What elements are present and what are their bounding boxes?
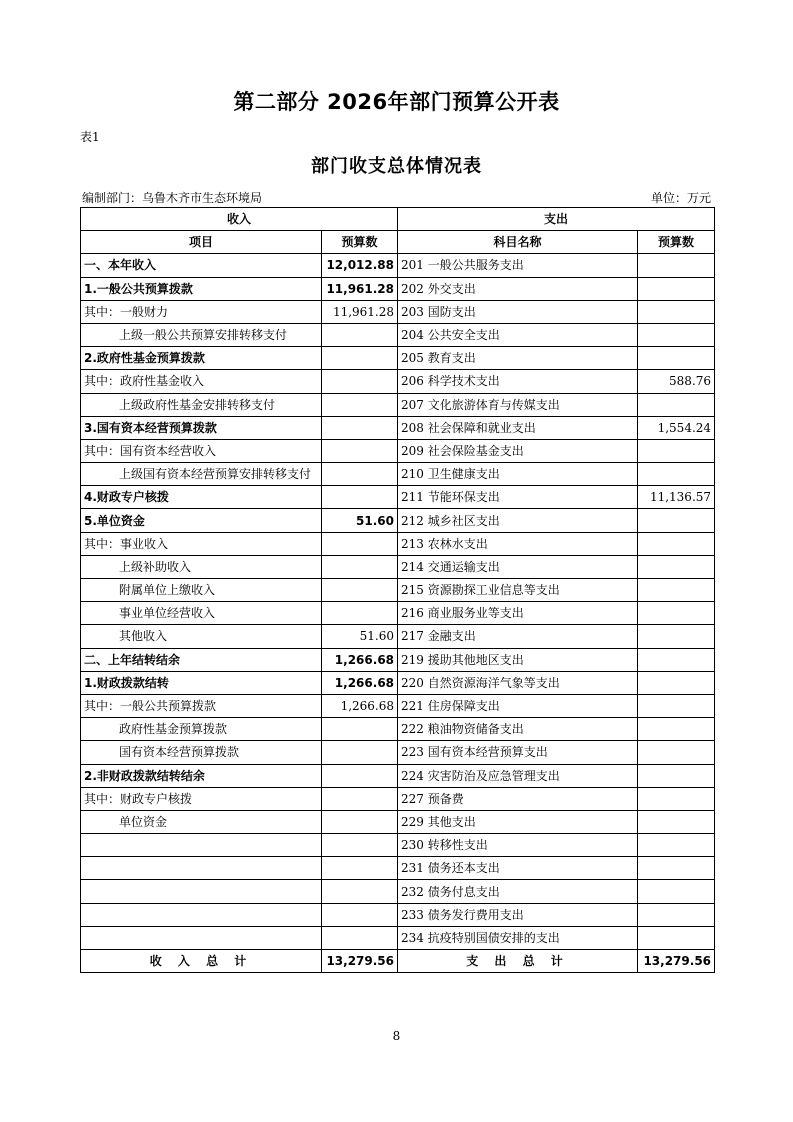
expense-subject: 201 一般公共服务支出 bbox=[398, 254, 638, 277]
table-row bbox=[81, 625, 715, 648]
income-amount bbox=[322, 439, 398, 462]
income-amount bbox=[322, 416, 398, 439]
expense-amount: 11,136.57 bbox=[638, 486, 715, 509]
expense-subject: 229 其他支出 bbox=[398, 810, 638, 833]
table-row bbox=[81, 579, 715, 602]
income-item: 政府性基金预算拨款 bbox=[81, 718, 322, 741]
expense-subject: 234 抗疫特别国债安排的支出 bbox=[398, 926, 638, 949]
income-item: 其中：一般财力 bbox=[81, 300, 322, 323]
expense-subject: 212 城乡社区支出 bbox=[398, 509, 638, 532]
expense-subject: 205 教育支出 bbox=[398, 347, 638, 370]
income-item: 事业单位经营收入 bbox=[81, 602, 322, 625]
table-row bbox=[81, 300, 715, 323]
income-item: 其中：财政专户核拨 bbox=[81, 787, 322, 810]
expense-amount bbox=[638, 347, 715, 370]
total-income-value: 13,279.56 bbox=[322, 950, 398, 973]
expense-amount bbox=[638, 671, 715, 694]
income-amount: 51.60 bbox=[322, 509, 398, 532]
table-title: 部门收支总体情况表 bbox=[311, 156, 482, 177]
income-item: 二、上年结转结余 bbox=[81, 648, 322, 671]
income-item: 4.财政专户核拨 bbox=[81, 486, 322, 509]
group-header-row bbox=[81, 208, 715, 231]
table-row bbox=[81, 509, 715, 532]
income-item: 其他收入 bbox=[81, 625, 322, 648]
expense-subject: 213 农林水支出 bbox=[398, 532, 638, 555]
table-row bbox=[81, 834, 715, 857]
col-header-budget2: 预算数 bbox=[638, 231, 715, 254]
income-amount bbox=[322, 810, 398, 833]
expense-amount bbox=[638, 648, 715, 671]
expense-subject: 217 金融支出 bbox=[398, 625, 638, 648]
income-amount bbox=[322, 555, 398, 578]
expense-group-header: 支出 bbox=[398, 208, 715, 231]
income-amount bbox=[322, 579, 398, 602]
table-row bbox=[81, 532, 715, 555]
income-item: 上级补助收入 bbox=[81, 555, 322, 578]
table-number: 表1 bbox=[80, 130, 100, 144]
table-row bbox=[81, 741, 715, 764]
total-expense-label: 支 出 总 计 bbox=[398, 950, 638, 973]
income-amount: 1,266.68 bbox=[322, 694, 398, 717]
budget-table bbox=[80, 207, 715, 973]
income-amount bbox=[322, 347, 398, 370]
expense-subject: 215 资源勘探工业信息等支出 bbox=[398, 579, 638, 602]
expense-amount bbox=[638, 810, 715, 833]
income-amount bbox=[322, 880, 398, 903]
income-item: 其中：政府性基金收入 bbox=[81, 370, 322, 393]
expense-subject: 224 灾害防治及应急管理支出 bbox=[398, 764, 638, 787]
expense-subject: 227 预备费 bbox=[398, 787, 638, 810]
income-item: 3.国有资本经营预算拨款 bbox=[81, 416, 322, 439]
income-item bbox=[81, 834, 322, 857]
income-amount: 1,266.68 bbox=[322, 648, 398, 671]
table-row bbox=[81, 857, 715, 880]
income-item: 其中：国有资本经营收入 bbox=[81, 439, 322, 462]
income-amount bbox=[322, 323, 398, 346]
expense-amount bbox=[638, 579, 715, 602]
expense-subject: 206 科学技术支出 bbox=[398, 370, 638, 393]
expense-subject: 222 粮油物资储备支出 bbox=[398, 718, 638, 741]
income-amount bbox=[322, 903, 398, 926]
income-item: 上级政府性基金安排转移支付 bbox=[81, 393, 322, 416]
income-item: 1.财政拨款结转 bbox=[81, 671, 322, 694]
table-row bbox=[81, 393, 715, 416]
expense-subject: 223 国有资本经营预算支出 bbox=[398, 741, 638, 764]
expense-amount bbox=[638, 764, 715, 787]
table-row bbox=[81, 602, 715, 625]
income-item: 单位资金 bbox=[81, 810, 322, 833]
income-item: 2.非财政拨款结转结余 bbox=[81, 764, 322, 787]
income-item bbox=[81, 857, 322, 880]
unit-label: 单位：万元 bbox=[650, 191, 711, 205]
income-amount bbox=[322, 463, 398, 486]
expense-subject: 209 社会保险基金支出 bbox=[398, 439, 638, 462]
expense-amount bbox=[638, 602, 715, 625]
table-row bbox=[81, 694, 715, 717]
income-amount bbox=[322, 787, 398, 810]
table-row bbox=[81, 671, 715, 694]
table-row bbox=[81, 370, 715, 393]
table-row bbox=[81, 648, 715, 671]
expense-amount bbox=[638, 439, 715, 462]
income-amount bbox=[322, 834, 398, 857]
expense-amount bbox=[638, 926, 715, 949]
page-title: 第二部分 2026年部门预算公开表 bbox=[233, 90, 560, 114]
table-row bbox=[81, 254, 715, 277]
expense-amount bbox=[638, 393, 715, 416]
expense-subject: 207 文化旅游体育与传媒支出 bbox=[398, 393, 638, 416]
income-amount: 11,961.28 bbox=[322, 300, 398, 323]
table-row bbox=[81, 463, 715, 486]
income-item: 5.单位资金 bbox=[81, 509, 322, 532]
column-header-row bbox=[81, 231, 715, 254]
expense-amount bbox=[638, 254, 715, 277]
table-row bbox=[81, 416, 715, 439]
expense-subject: 211 节能环保支出 bbox=[398, 486, 638, 509]
expense-subject: 221 住房保障支出 bbox=[398, 694, 638, 717]
income-amount bbox=[322, 741, 398, 764]
expense-amount: 588.76 bbox=[638, 370, 715, 393]
expense-subject: 208 社会保障和就业支出 bbox=[398, 416, 638, 439]
table-row bbox=[81, 347, 715, 370]
expense-amount bbox=[638, 463, 715, 486]
income-amount bbox=[322, 370, 398, 393]
table-row bbox=[81, 810, 715, 833]
income-item bbox=[81, 903, 322, 926]
expense-subject: 216 商业服务业等支出 bbox=[398, 602, 638, 625]
table-row bbox=[81, 903, 715, 926]
page-number: 8 bbox=[392, 1029, 401, 1043]
table-row bbox=[81, 926, 715, 949]
income-amount bbox=[322, 718, 398, 741]
income-item: 其中：一般公共预算拨款 bbox=[81, 694, 322, 717]
expense-subject: 231 债务还本支出 bbox=[398, 857, 638, 880]
expense-subject: 220 自然资源海洋气象等支出 bbox=[398, 671, 638, 694]
expense-amount bbox=[638, 741, 715, 764]
expense-subject: 202 外交支出 bbox=[398, 277, 638, 300]
income-item: 附属单位上缴收入 bbox=[81, 579, 322, 602]
expense-subject: 233 债务发行费用支出 bbox=[398, 903, 638, 926]
expense-subject: 204 公共安全支出 bbox=[398, 323, 638, 346]
table-row bbox=[81, 486, 715, 509]
income-item: 上级一般公共预算安排转移支付 bbox=[81, 323, 322, 346]
expense-amount bbox=[638, 300, 715, 323]
income-amount bbox=[322, 486, 398, 509]
table-row bbox=[81, 787, 715, 810]
expense-amount bbox=[638, 857, 715, 880]
col-header-budget: 预算数 bbox=[322, 231, 398, 254]
income-amount bbox=[322, 602, 398, 625]
table-row bbox=[81, 323, 715, 346]
table-row bbox=[81, 764, 715, 787]
table-row bbox=[81, 718, 715, 741]
income-amount: 1,266.68 bbox=[322, 671, 398, 694]
table-row bbox=[81, 880, 715, 903]
income-amount bbox=[322, 926, 398, 949]
income-amount bbox=[322, 532, 398, 555]
table-row bbox=[81, 555, 715, 578]
income-amount bbox=[322, 393, 398, 416]
income-amount: 51.60 bbox=[322, 625, 398, 648]
expense-subject: 219 援助其他地区支出 bbox=[398, 648, 638, 671]
expense-subject: 230 转移性支出 bbox=[398, 834, 638, 857]
expense-amount bbox=[638, 555, 715, 578]
income-amount bbox=[322, 764, 398, 787]
total-row bbox=[81, 950, 715, 973]
expense-amount bbox=[638, 880, 715, 903]
total-expense-value: 13,279.56 bbox=[638, 950, 715, 973]
income-amount: 11,961.28 bbox=[322, 277, 398, 300]
income-item bbox=[81, 926, 322, 949]
expense-subject: 210 卫生健康支出 bbox=[398, 463, 638, 486]
expense-subject: 203 国防支出 bbox=[398, 300, 638, 323]
expense-amount bbox=[638, 694, 715, 717]
expense-amount: 1,554.24 bbox=[638, 416, 715, 439]
expense-amount bbox=[638, 323, 715, 346]
income-item: 一、本年收入 bbox=[81, 254, 322, 277]
expense-amount bbox=[638, 625, 715, 648]
expense-amount bbox=[638, 532, 715, 555]
department-label: 编制部门：乌鲁木齐市生态环境局 bbox=[82, 191, 263, 205]
expense-subject: 232 债务付息支出 bbox=[398, 880, 638, 903]
income-amount: 12,012.88 bbox=[322, 254, 398, 277]
income-item bbox=[81, 880, 322, 903]
income-item: 其中：事业收入 bbox=[81, 532, 322, 555]
table-row bbox=[81, 439, 715, 462]
income-item: 上级国有资本经营预算安排转移支付 bbox=[81, 463, 322, 486]
income-item: 1.一般公共预算拨款 bbox=[81, 277, 322, 300]
expense-amount bbox=[638, 834, 715, 857]
table-row bbox=[81, 277, 715, 300]
col-header-item: 项目 bbox=[81, 231, 322, 254]
income-item: 国有资本经营预算拨款 bbox=[81, 741, 322, 764]
expense-amount bbox=[638, 277, 715, 300]
expense-amount bbox=[638, 787, 715, 810]
expense-amount bbox=[638, 718, 715, 741]
expense-amount bbox=[638, 509, 715, 532]
table-body bbox=[81, 254, 715, 950]
expense-amount bbox=[638, 903, 715, 926]
income-amount bbox=[322, 857, 398, 880]
income-item: 2.政府性基金预算拨款 bbox=[81, 347, 322, 370]
income-group-header: 收入 bbox=[81, 208, 398, 231]
col-header-subject: 科目名称 bbox=[398, 231, 638, 254]
total-income-label: 收 入 总 计 bbox=[81, 950, 322, 973]
expense-subject: 214 交通运输支出 bbox=[398, 555, 638, 578]
